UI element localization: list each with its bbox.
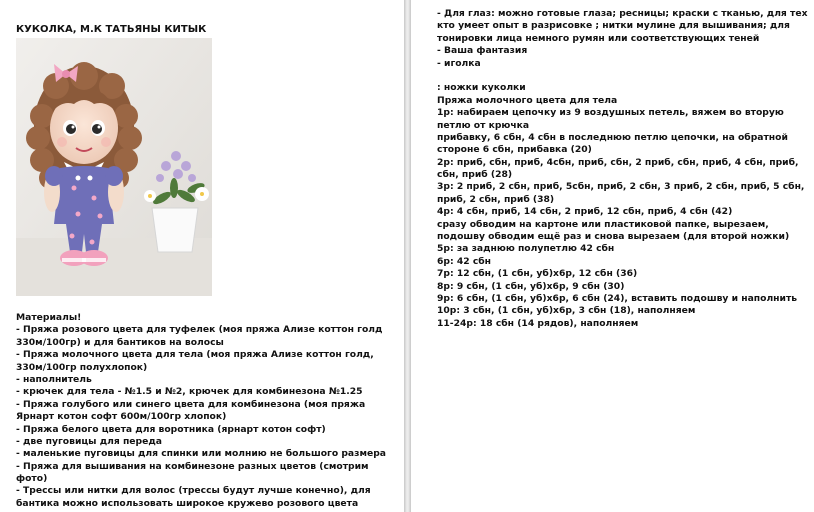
materials-line: - Трессы или нитки для волос (трессы будут лучше конечно), для [16, 485, 371, 497]
pattern-row: 10р: 3 сбн, (1 сбн, уб)х6р, 3 сбн (18), наполняем [437, 305, 696, 317]
doll-photo-illustration [16, 38, 212, 296]
section-heading: : ножки куколки [437, 82, 526, 94]
pattern-row: 1р: набираем цепочку из 9 воздушных петель, вяжем во вторую [437, 107, 784, 119]
pattern-row: 5р: за заднюю полупетлю 42 сбн [437, 243, 615, 255]
materials-line: - две пуговицы для переда [16, 435, 162, 447]
page-divider [404, 0, 411, 512]
intro-line: кто умеет опыт в разрисовке ; нитки мулине для вышивания; для [437, 20, 790, 32]
left-page [0, 0, 404, 512]
intro-line: - Для глаз: можно готовые глаза; ресницы; краски с тканью, для тех [437, 8, 808, 19]
pattern-row: стороне 6 сбн, прибавка (20) [437, 144, 592, 156]
spacer [437, 70, 808, 82]
pattern-row: 3р: 2 приб, 2 сбн, приб, 5сбн, приб, 2 сбн, 3 приб, 2 сбн, приб, 5 сбн, [437, 181, 805, 193]
pattern-row: 2р: приб, сбн, приб, 4сбн, приб, сбн, 2 приб, сбн, приб, 4 сбн, приб, [437, 156, 799, 168]
materials-line: фото) [16, 473, 48, 485]
materials-line: Ярнарт котон софт 600м/100гр хлопок) [16, 411, 227, 423]
materials-line: Материалы! [16, 312, 82, 323]
pattern-row: петлю от крючка [437, 119, 530, 131]
pattern-row: 9р: 6 сбн, (1 сбн, уб)х6р, 6 сбн (24), вставить подошву и наполнить [437, 292, 798, 304]
materials-line: - маленькие пуговицы для спинки или молнию не большого размера [16, 448, 386, 460]
materials-line: - крючек для тела - №1.5 и №2, крючек для комбинезона №1.25 [16, 386, 363, 398]
pattern-row: прибавку, 6 сбн, 4 сбн в последнюю петлю цепочки, на обратной [437, 131, 788, 143]
pattern-row: приб, 2 сбн, приб (38) [437, 193, 555, 205]
intro-line: тонировки лица немного румян или соответствующих теней [437, 32, 760, 44]
materials-line: - наполнитель [16, 373, 92, 385]
materials-line: - Пряжа голубого или синего цвета для комбинезона (моя пряжа [16, 398, 366, 410]
materials-line: - Пряжа розового цвета для туфелек (моя пряжа Ализе коттон голд [16, 324, 383, 336]
instructions-text [437, 8, 808, 330]
pattern-row: 6р: 42 сбн [437, 255, 492, 267]
intro-line: - Ваша фантазия [437, 45, 528, 57]
materials-list [16, 312, 386, 510]
materials-line: - Пряжа для вышивания на комбинезоне разных цветов (смотрим [16, 460, 369, 472]
materials-line: 330м/100гр) и для бантиков на волосы [16, 336, 224, 348]
intro-line: - иголка [437, 57, 481, 69]
pattern-row: 7р: 12 сбн, (1 сбн, уб)х6р, 12 сбн (36) [437, 268, 638, 280]
materials-line: - Пряжа молочного цвета для тела (моя пряжа Ализе коттон голд, [16, 349, 374, 361]
right-page [411, 0, 814, 512]
pattern-row: подошву обводим ещё раз и снова вырезаем (для второй ножки) [437, 231, 790, 243]
materials-line: - Пряжа белого цвета для воротника (ярнарт котон софт) [16, 423, 326, 435]
pattern-row: сбн, приб (28) [437, 169, 513, 181]
pattern-row: 11-24р: 18 сбн (14 рядов), наполняем [437, 317, 639, 329]
materials-line: бантика можно использовать широкое кружево розового цвета [16, 497, 359, 509]
pattern-row: сразу обводим на картоне или пластиковой папке, вырезаем, [437, 218, 769, 230]
section-subheading: Пряжа молочного цвета для тела [437, 94, 618, 106]
pattern-row: 4р: 4 сбн, приб, 14 сбн, 2 приб, 12 сбн, приб, 4 сбн (42) [437, 206, 733, 218]
page-title: КУКОЛКА, М.К ТАТЬЯНЫ КИТЫК [16, 24, 207, 35]
doll-photo [16, 38, 212, 296]
pattern-row: 8р: 9 сбн, (1 сбн, уб)х6р, 9 сбн (30) [437, 280, 625, 292]
materials-line: 330м/100гр полухлопок) [16, 361, 148, 373]
